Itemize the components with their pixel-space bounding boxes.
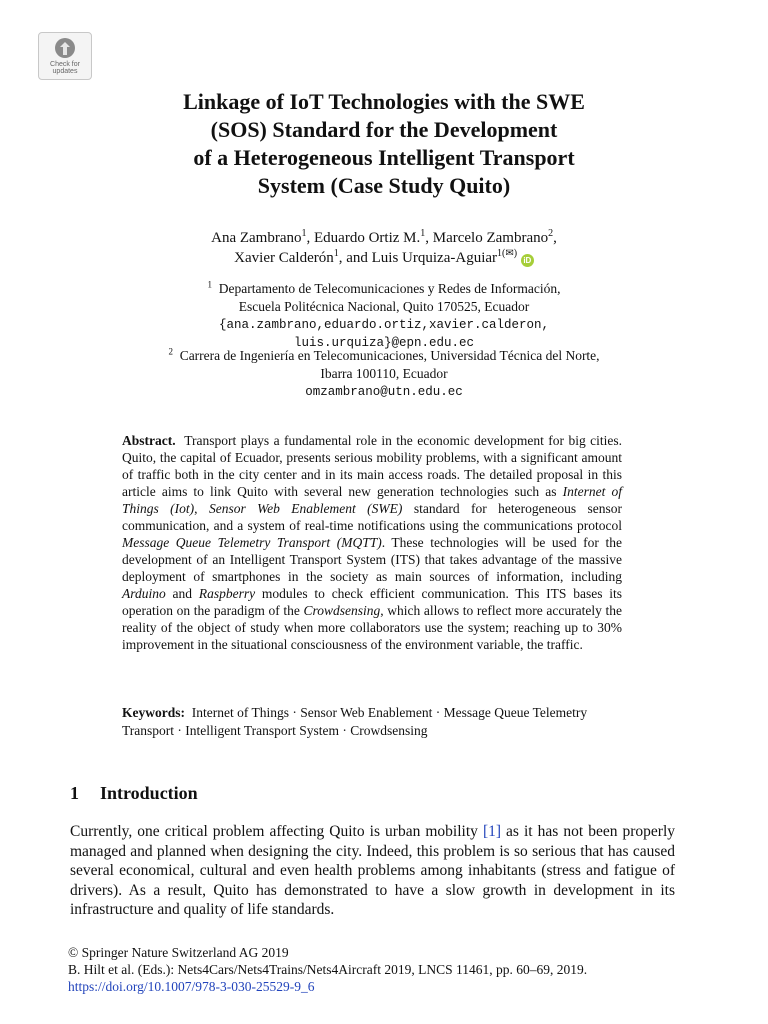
badge-line1: Check for — [50, 61, 80, 68]
affiliation-line: Escuela Politécnica Nacional, Quito 170525, Ecuador — [238, 299, 530, 314]
abstract-text: , — [194, 501, 209, 516]
section-title: Introduction — [100, 783, 198, 803]
section-number: 1 — [70, 783, 79, 803]
affiliation-line: Ibarra 100110, Ecuador — [320, 366, 448, 381]
abstract-text: and — [165, 586, 199, 601]
abstract-text: . These technologies will be used for the development of an Intelligent Transport System (ITS) that takes advantage of the massive deployment of smartphones in the society as main sources of information, including — [122, 535, 622, 584]
keywords — [122, 704, 622, 739]
affiliation-email: {ana.zambrano,eduardo.ortiz,xavier.calderon, — [218, 318, 550, 332]
affiliation-number: 2 — [168, 346, 173, 357]
author-name: Ana Zambrano — [211, 230, 302, 246]
abstract-term: Internet of Things (Iot) — [122, 484, 622, 516]
section-heading — [70, 783, 198, 804]
author-line: Xavier Calderón$^1$, and Luis Urquiza-Aguiar$^{1(✉)}$ iD — [80, 248, 688, 268]
author-line: Ana Zambrano$^1$, Eduardo Ortiz M.$^1$, Marcelo Zambrano$^2$, — [211, 228, 557, 246]
author-name: Marcelo Zambrano — [432, 230, 549, 246]
author-name: Xavier Calderón — [234, 250, 334, 266]
affiliation-number: 1 — [207, 279, 212, 290]
author-affil-mark: 1 — [301, 228, 307, 239]
affiliation-2 — [90, 347, 678, 401]
abstract-term: Message Queue Telemetry Transport (MQTT) — [122, 535, 382, 550]
check-for-updates-icon — [52, 37, 78, 61]
author-list — [80, 228, 688, 268]
abstract-term: Sensor Web Enablement (SWE) — [208, 501, 403, 516]
abstract-text: modules to check efficient communication. This ITS bases its operation on the paradigm of the — [122, 586, 622, 618]
abstract-label: Abstract. — [122, 433, 176, 448]
check-for-updates-badge[interactable] — [38, 32, 92, 80]
abstract-term: Crowdsensing — [303, 603, 381, 618]
intro-text: Currently, one critical problem affecting Quito is urban mobility — [70, 823, 483, 840]
orcid-icon[interactable]: iD — [521, 254, 534, 267]
author-affil-mark: 1(✉) — [497, 248, 518, 259]
author-name: Eduardo Ortiz M. — [314, 230, 421, 246]
affiliation-1 — [90, 280, 678, 352]
affiliation-line — [90, 347, 678, 365]
abstract-text: standard for heterogeneous sensor communication, and a system of real-time notifications using the communications protocol — [122, 501, 623, 533]
abstract-term: Arduino — [122, 586, 166, 601]
author-affil-mark: 1 — [333, 248, 339, 259]
author-affil-mark: 2 — [548, 228, 554, 239]
intro-paragraph — [70, 822, 675, 920]
intro-text: as it has not been properly managed and planned when designing the city. Indeed, this problem is so serious that has caused several economical, cultural and even health problems among inhabitants (stress and fatigue of drivers). As a result, Quito has demonstrated to have a slow growth in development in its infrastructure and quality of life standards. — [70, 823, 675, 918]
title-line: (SOS) Standard for the Development — [210, 117, 558, 142]
title-line: of a Heterogeneous Intelligent Transport — [193, 145, 575, 170]
citation-line: B. Hilt et al. (Eds.): Nets4Cars/Nets4Trains/Nets4Aircraft 2019, LNCS 11461, pp. 60–69, 2019. — [68, 962, 588, 977]
abstract-text: Transport plays a fundamental role in the economic development for big cities. Quito, the capital of Ecuador, presents serious mobility problems, with a significant amount of traffic both in the city center and in its main access roads. The detailed proposal in this article aims to link Quito with several new generation technologies such as — [122, 433, 622, 499]
keywords-text: Internet of Things · Sensor Web Enablement · Message Queue Telemetry Transport · Intelligent Transport System · Crowdsensing — [122, 705, 588, 738]
abstract-term: Raspberry — [198, 586, 256, 601]
doi-link[interactable]: https://doi.org/10.1007/978-3-030-25529-9_6 — [68, 979, 315, 994]
affiliation-text: Departamento de Telecomunicaciones y Redes de Información, — [218, 281, 561, 296]
badge-line2: updates — [52, 68, 78, 75]
abstract — [122, 432, 622, 653]
affiliation-text: Carrera de Ingeniería en Telecomunicaciones, Universidad Técnica del Norte, — [179, 348, 600, 363]
affiliation-email: luis.urquiza}@epn.edu.ec — [293, 336, 475, 350]
keywords-label: Keywords: — [122, 705, 185, 720]
copyright-line: © Springer Nature Switzerland AG 2019 — [68, 945, 289, 960]
abstract-text: , which allows to reflect more accurately the reality of the object of study when more collaborators use the system; reaching up to 30% improvement in the situational consciousness of the environment variable, the traffic. — [122, 603, 622, 652]
citation-link[interactable]: [1] — [482, 823, 502, 840]
author-affil-mark: 1 — [420, 228, 426, 239]
footer — [68, 944, 688, 995]
affiliation-line — [90, 280, 678, 298]
title-line: System (Case Study Quito) — [257, 173, 511, 198]
title-line: Linkage of IoT Technologies with the SWE — [183, 89, 585, 114]
paper-title — [80, 88, 688, 200]
affiliation-email: omzambrano@utn.edu.ec — [305, 385, 463, 399]
author-conjunction: and — [346, 250, 368, 266]
author-name: Luis Urquiza-Aguiar — [371, 250, 498, 266]
